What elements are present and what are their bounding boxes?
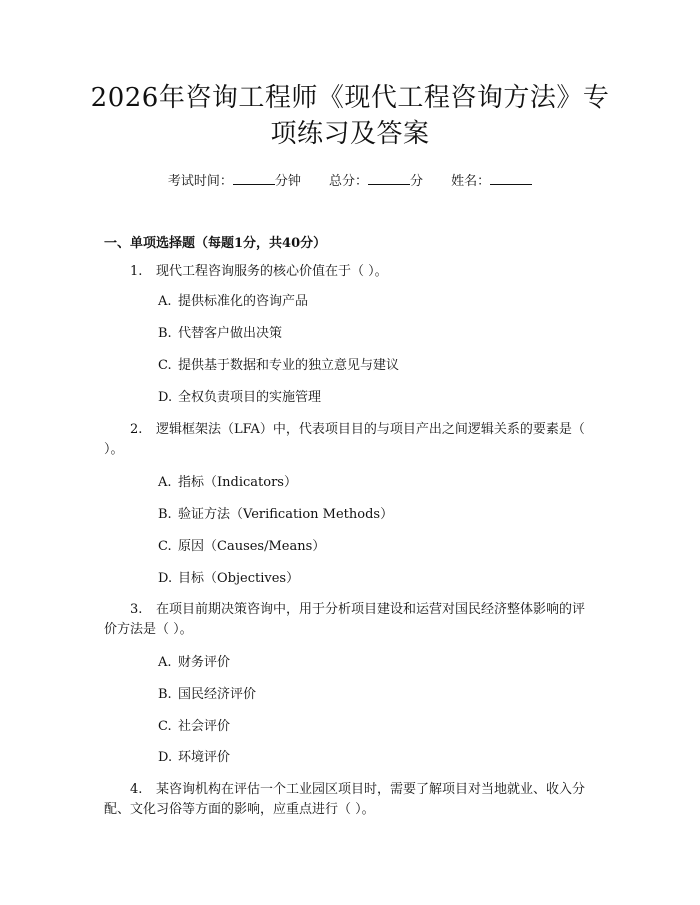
total-score-blank <box>368 172 410 185</box>
name-field <box>451 170 532 189</box>
option-text: 提供基于数据和专业的独立意见与建议 <box>178 358 400 373</box>
option-text: 原因（Causes/Means） <box>178 539 326 554</box>
option-1-d <box>158 389 321 407</box>
document-title-line-2: 项练习及答案 <box>270 119 430 149</box>
option-text: 指标（Indicators） <box>178 475 297 490</box>
question-3 <box>104 600 596 640</box>
option-2-b <box>158 506 393 524</box>
section-heading: 一、单项选择题（每题1分，共40分） <box>104 236 327 251</box>
total-score-label: 总分： <box>328 174 368 189</box>
exam-meta-row <box>0 170 700 189</box>
option-text: 验证方法（Verification Methods） <box>178 507 394 522</box>
question-number: 1. <box>130 264 143 279</box>
option-3-a <box>158 654 230 672</box>
option-text: 目标（Objectives） <box>178 571 300 586</box>
document-title-line-1: 2026年咨询工程师《现代工程咨询方法》专 <box>90 83 610 113</box>
option-letter: C. <box>158 719 172 734</box>
option-letter: B. <box>158 687 172 702</box>
question-text: 某咨询机构在评估一个工业园区项目时，需要了解项目对当地就业、收入分配、文化习俗等方面的影响，应重点进行（ ）。 <box>104 782 586 817</box>
option-2-a <box>158 474 297 492</box>
question-number: 2. <box>130 422 143 437</box>
option-letter: C. <box>158 539 172 554</box>
option-letter: D. <box>158 750 173 765</box>
option-3-d <box>158 749 230 767</box>
option-text: 环境评价 <box>178 750 231 765</box>
option-1-c <box>158 357 399 375</box>
option-text: 国民经济评价 <box>178 687 257 702</box>
option-text: 财务评价 <box>178 655 231 670</box>
exam-time-label: 考试时间： <box>167 174 233 189</box>
question-4 <box>104 780 596 820</box>
option-text: 全权负责项目的实施管理 <box>178 390 322 405</box>
total-score-field <box>329 170 423 189</box>
question-text: 现代工程咨询服务的核心价值在于（ ）。 <box>156 264 388 279</box>
option-letter: A. <box>158 294 172 309</box>
question-number: 3. <box>130 602 143 617</box>
option-3-b <box>158 686 256 704</box>
question-text: 在项目前期决策咨询中，用于分析项目建设和运营对国民经济整体影响的评价方法是（ ）。 <box>104 602 586 637</box>
exam-time-blank <box>233 172 275 185</box>
option-1-a <box>158 293 308 311</box>
exam-time-unit: 分钟 <box>274 174 301 189</box>
question-2 <box>104 420 596 460</box>
option-letter: A. <box>158 655 172 670</box>
total-score-unit: 分 <box>410 174 424 189</box>
question-1 <box>104 262 596 282</box>
option-text: 提供标准化的咨询产品 <box>178 294 309 309</box>
option-3-c <box>158 718 230 736</box>
exam-time-field <box>168 170 301 189</box>
option-letter: B. <box>158 326 172 341</box>
option-letter: C. <box>158 358 172 373</box>
option-2-d <box>158 570 299 588</box>
name-label: 姓名： <box>451 174 491 189</box>
option-1-b <box>158 325 282 343</box>
option-text: 社会评价 <box>178 719 231 734</box>
option-text: 代替客户做出决策 <box>178 326 283 341</box>
option-letter: D. <box>158 390 173 405</box>
option-letter: B. <box>158 507 172 522</box>
option-2-c <box>158 538 325 556</box>
option-letter: A. <box>158 475 172 490</box>
name-blank <box>490 172 532 185</box>
question-text: 逻辑框架法（LFA）中，代表项目目的与项目产出之间逻辑关系的要素是（ ）。 <box>104 422 585 457</box>
option-letter: D. <box>158 571 173 586</box>
question-number: 4. <box>130 782 143 797</box>
